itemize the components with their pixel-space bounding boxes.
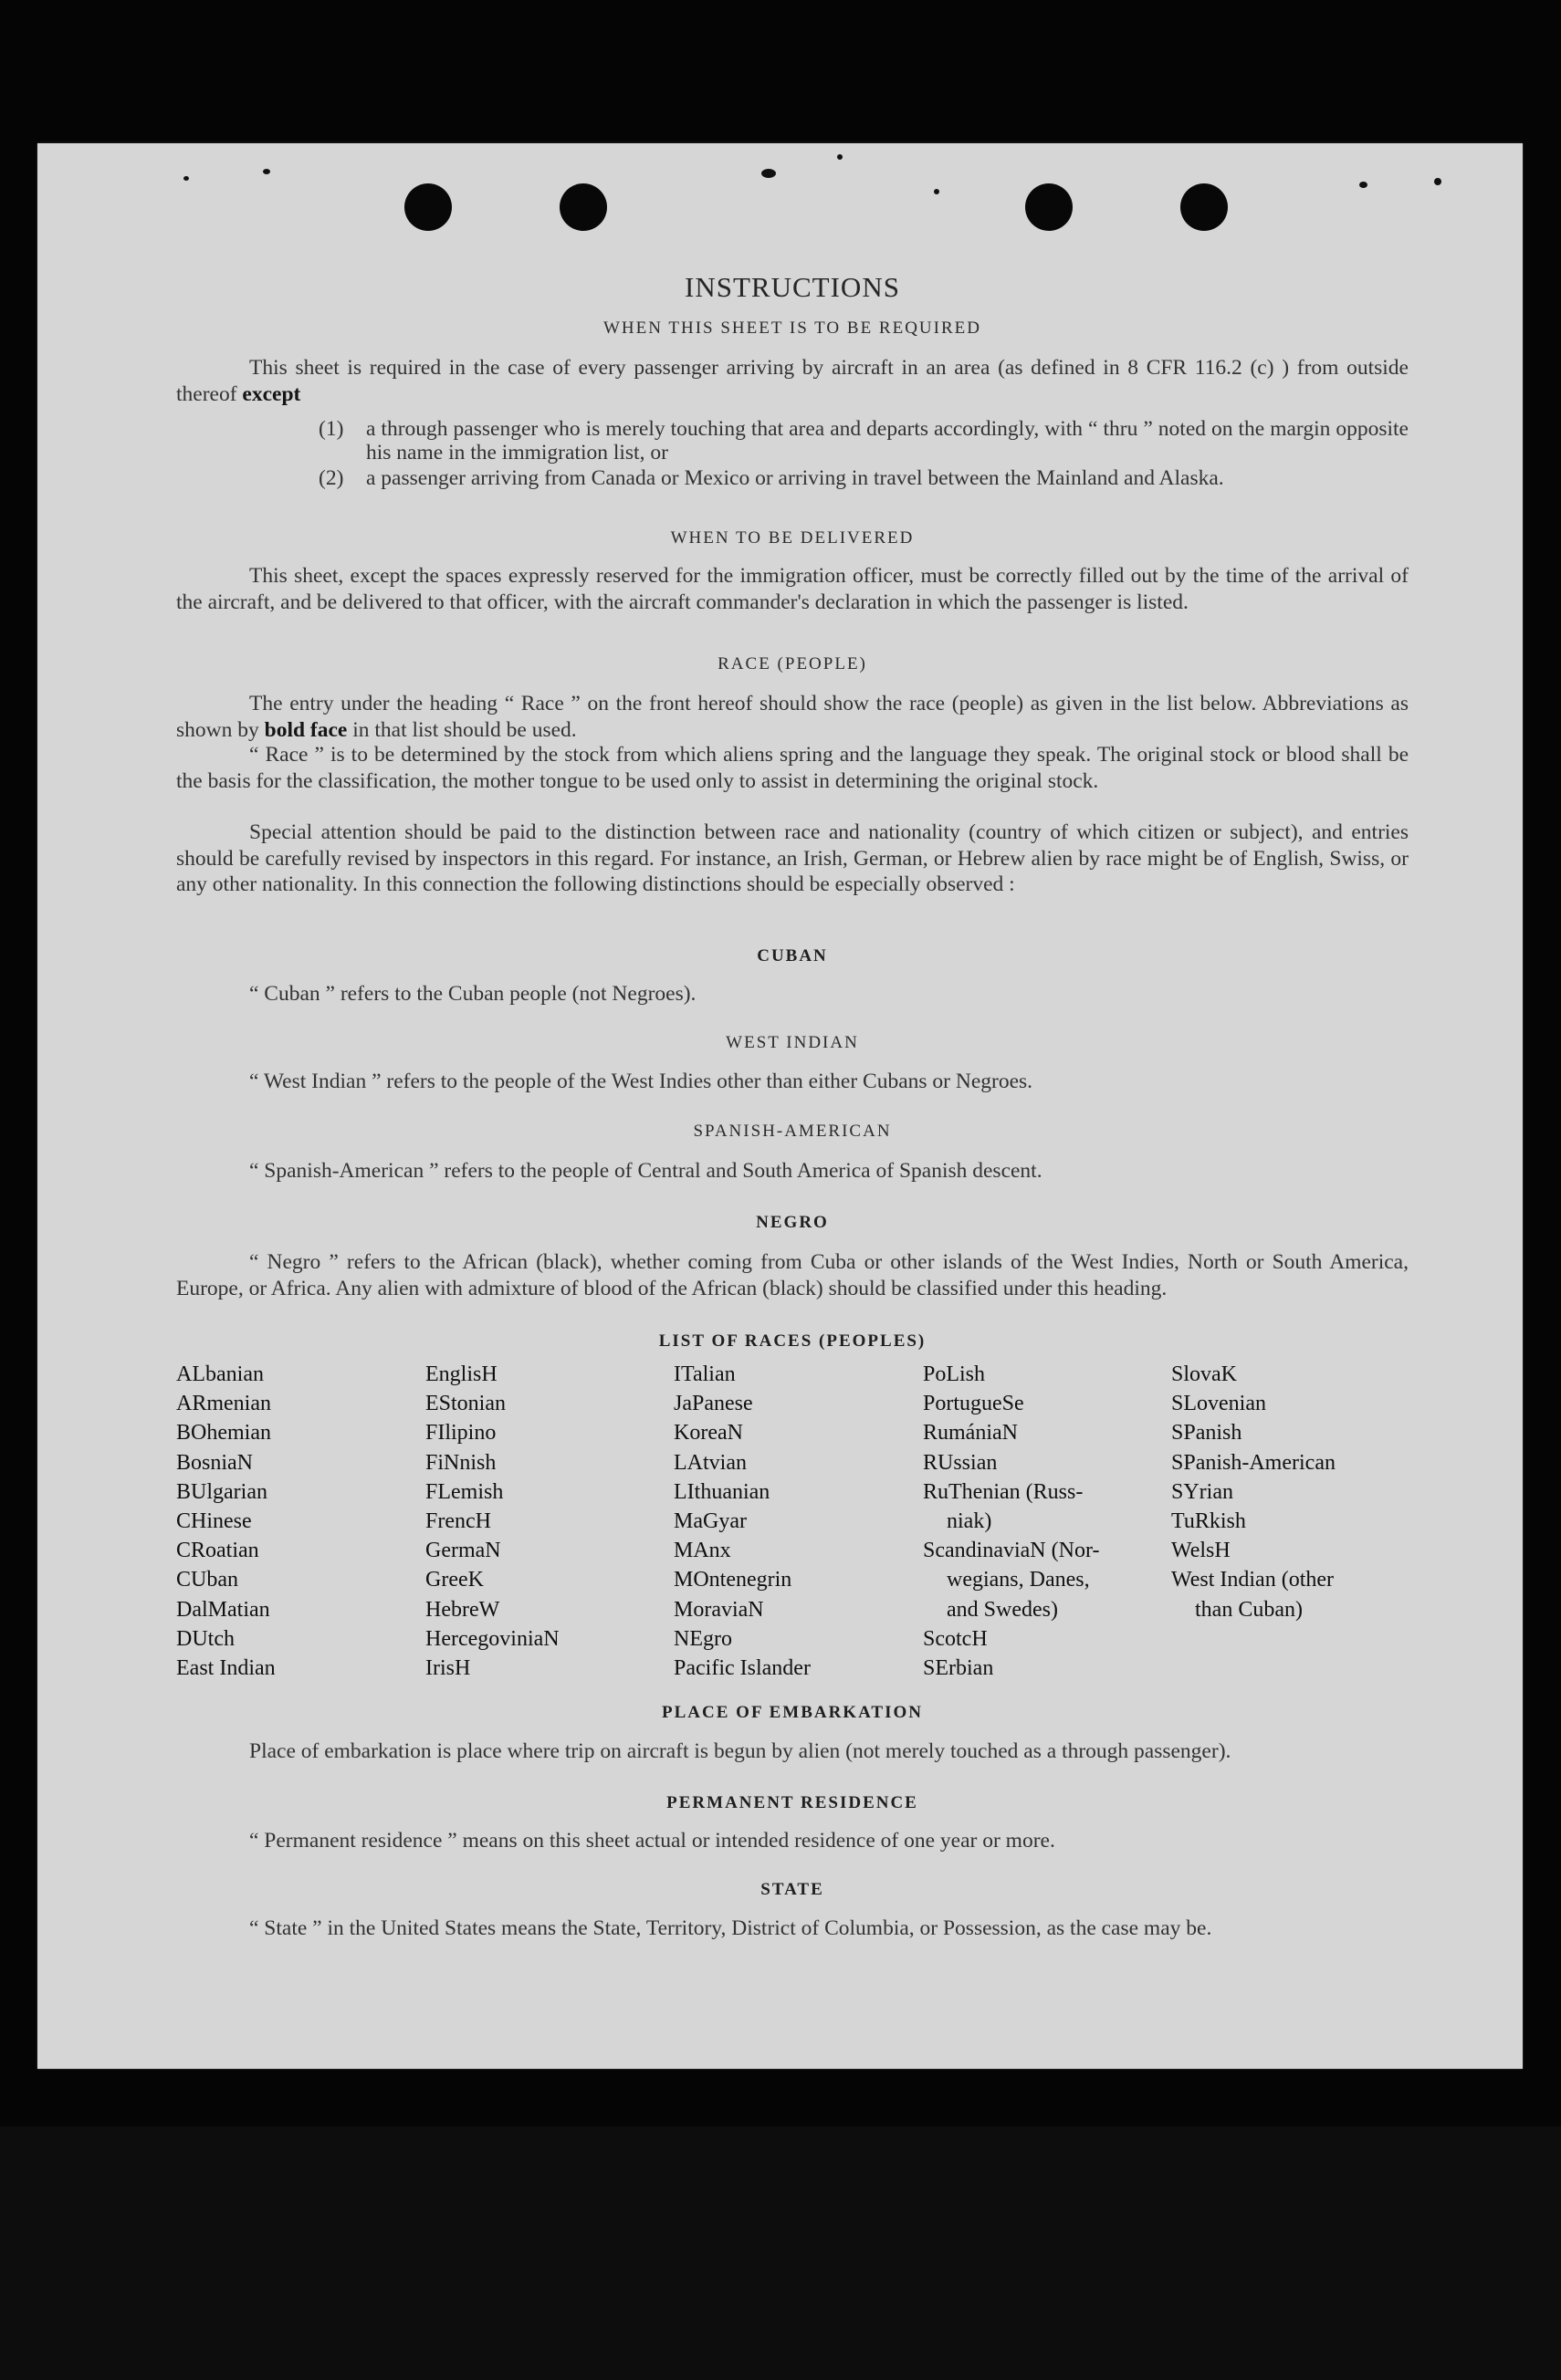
race-entry: MoraviaN: [674, 1597, 764, 1622]
paragraph-spanish-american: “ Spanish-American ” refers to the people of Central and South America of Spanish descent.: [249, 1159, 1042, 1183]
race-entry: SErbian: [923, 1656, 994, 1681]
race-entry: CUban: [176, 1568, 238, 1592]
section-heading-place-of-embarkation: PLACE OF EMBARKATION: [662, 1703, 923, 1722]
race-entry: JaPanese: [674, 1392, 753, 1416]
race-entry: EnglisH: [425, 1362, 498, 1386]
race-entry: SYrian: [1171, 1479, 1233, 1504]
race-entry: PortugueSe: [923, 1392, 1024, 1416]
race-entry: LAtvian: [674, 1450, 747, 1475]
race-entry: KoreaN: [674, 1421, 743, 1446]
race-entry: FIlipino: [425, 1421, 497, 1446]
race-entry: WelsH: [1171, 1539, 1231, 1563]
race-entry: East Indian: [176, 1656, 276, 1681]
section-heading-when-delivered: WHEN TO BE DELIVERED: [670, 528, 915, 548]
section-heading-state: STATE: [760, 1880, 824, 1899]
section-heading-west-indian: WEST INDIAN: [726, 1033, 859, 1052]
punch-hole-4: [1180, 183, 1228, 231]
race-entry: FiNnish: [425, 1450, 497, 1475]
paragraph-negro: “ Negro ” refers to the African (black), whether coming from Cuba or other islands of the West Indies, North or South America, Europe, or Africa. Any alien with admixture of blood of the African (black) should be classified under this heading.: [176, 1250, 1409, 1300]
race-entry: than Cuban): [1195, 1597, 1303, 1622]
race-entry: CHinese: [176, 1509, 252, 1534]
paragraph-race-2: “ Race ” is to be determined by the stock from which aliens spring and the language they speak. The original stock or blood shall be the basis for the classification, the mother tongue to be used only to assist in determining the original stock.: [176, 743, 1409, 793]
race-entry: SPanish-American: [1171, 1450, 1336, 1475]
section-heading-negro: NEGRO: [756, 1213, 829, 1232]
paragraph-state: “ State ” in the United States means the State, Territory, District of Columbia, or Possession, as the case may be.: [249, 1916, 1212, 1940]
race-entry: ScandinaviaN (Nor-: [923, 1539, 1100, 1563]
paragraph-when-required: This sheet is required in the case of every passenger arriving by aircraft in an area (as defined in 8 CFR 116.2 (c) ) from outside thereof except: [176, 356, 1409, 406]
race-column-4: [923, 1360, 1169, 1683]
race-entry: TuRkish: [1171, 1509, 1246, 1534]
race-entry: EStonian: [425, 1392, 506, 1416]
punch-hole-2: [560, 183, 607, 231]
race-entry: MOntenegrin: [674, 1568, 792, 1592]
race-entry: MaGyar: [674, 1509, 747, 1534]
race-entry: DUtch: [176, 1626, 235, 1651]
paragraph-place-of-embarkation: Place of embarkation is place where trip on aircraft is begun by alien (not merely touched as a through passenger).: [249, 1739, 1231, 1763]
race-entry: LIthuanian: [674, 1479, 770, 1504]
section-heading-spanish-american: SPANISH-AMERICAN: [693, 1122, 892, 1141]
race-entry: FrencH: [425, 1509, 491, 1534]
section-heading-cuban: CUBAN: [757, 946, 828, 966]
document-page: INSTRUCTIONS WHEN THIS SHEET IS TO BE REQUIRED This sheet is required in the case of every passenger arriving by aircraft in an area (as defined in 8 CFR 116.2 (c) ) from outside thereof except (1) a through passenger who is merely touching that area and departs accordingly, with “ thru ” noted on the margin opposite his name in the immigration list, or (2) a passenger arriving from Canada or Mexico or arriving in travel between the Mainland and Alaska. WHEN TO BE DELIVERED This sheet, except the spaces expressly reserved for the immigration officer, must be correctly filled out by the time of the arrival of the aircraft, and be delivered to that officer, with the aircraft commander's declaration in which the passenger is listed. RACE (PEOPLE) The entry under the heading “ Race ” on the front hereof should show the race (people) as given in the list below. Abbreviations as shown by bold face in that list should be used. “ Race ” is to be determined by the stock from which aliens spring and the language they speak. The original stock or blood shall be the basis for the classification, the mother tongue to be used only to assist in determining the original stock. Special attention should be paid to the distinction between race and nationality (country of which citizen or subject), and entries should be carefully revised by inspectors in this regard. For instance, an Irish, German, or Hebrew alien by race might be of English, Swiss, or any other nationality. In this connection the following distinctions should be especially observed : CUBAN “ Cuban ” refers to the Cuban people (not Negroes). WEST INDIAN “ West Indian ” refers to the people of the West Indies other than either Cubans or Negroes. SPANISH-AMERICAN “ Spanish-American ” refers to the people of Central and South America of Spanish descent. NEGRO “ Negro ” refers to the African (black), whether coming from Cuba or other islands of the West Indies, North or South America, Europe, or Africa. Any alien with admixture of blood of the African (black) should be classified under this heading. LIST OF RACES (PEOPLES) ALbanian ARmenian BOhemian BosniaN BUlgarian CHinese CRoatian CUban DalMatian DUtch East Indian EnglisH EStonian FIlipino FiNnish FLemish FrencH GermaN GreeK HebreW HercegoviniaN IrisH ITalian JaPanese KoreaN LAtvian LIthuanian MaGyar MAnx MOntenegrin MoraviaN NEgro Pacific Islander PoLish PortugueSe RumániaN RUssian RuThenian (Russ- niak) ScandinaviaN (Nor- wegians, Danes, and Swedes) ScotcH SErbian SlovaK SLovenian SPanish SPanish-American SYrian TuRkish WelsH West Indian (other than Cuban) PLACE OF EMBARKATION Place of embarkation is place where trip on aircraft is begun by alien (not merely touched as a through passenger). PERMANENT RESIDENCE “ Permanent residence ” means on this sheet actual or intended residence of one year or more. STATE “ State ” in the United States means the State, Territory, District of Columbia, or Possession, as the case may be.: [37, 143, 1523, 2069]
race-entry: ITalian: [674, 1362, 736, 1386]
race-column-5: [1171, 1360, 1418, 1624]
paragraph-west-indian: “ West Indian ” refers to the people of the West Indies other than either Cubans or Negroes.: [249, 1070, 1033, 1093]
paragraph-cuban: “ Cuban ” refers to the Cuban people (not Negroes).: [249, 982, 697, 1006]
race-entry: CRoatian: [176, 1539, 259, 1563]
race-entry: ScotcH: [923, 1626, 988, 1651]
race-entry: BUlgarian: [176, 1479, 267, 1504]
race-entry: FLemish: [425, 1479, 504, 1504]
paragraph-permanent-residence: “ Permanent residence ” means on this sheet actual or intended residence of one year or more.: [249, 1829, 1055, 1853]
race-entry: RumániaN: [923, 1421, 1018, 1446]
race-entry: BosniaN: [176, 1450, 253, 1475]
race-entry: IrisH: [425, 1656, 471, 1681]
race-column-2: [425, 1360, 672, 1683]
paragraph-race-3: Special attention should be paid to the distinction between race and nationality (country of which citizen or subject), and entries should be carefully revised by inspectors in this regard. For instance, an Irish, German, or Hebrew alien by race might be of English, Swiss, or any other nationality. In this connection the following distinctions should be especially observed :: [176, 820, 1409, 896]
race-entry: ARmenian: [176, 1392, 271, 1416]
punch-hole-1: [404, 183, 452, 231]
race-column-1: [176, 1360, 423, 1683]
race-entry: HebreW: [425, 1597, 500, 1622]
race-entry: GermaN: [425, 1539, 501, 1563]
race-entry: RUssian: [923, 1450, 998, 1475]
race-entry: and Swedes): [947, 1597, 1058, 1622]
race-entry: SlovaK: [1171, 1362, 1237, 1386]
race-column-3: [674, 1360, 920, 1683]
paragraph-race-1: The entry under the heading “ Race ” on the front hereof should show the race (people) as given in the list below. Abbreviations as shown by bold face in that list should be used.: [176, 692, 1409, 742]
race-entry: DalMatian: [176, 1597, 270, 1622]
race-entry: ALbanian: [176, 1362, 264, 1386]
race-entry: BOhemian: [176, 1421, 271, 1446]
race-entry: NEgro: [674, 1626, 732, 1651]
race-entry: West Indian (other: [1171, 1568, 1335, 1592]
punch-hole-3: [1025, 183, 1073, 231]
section-heading-permanent-residence: PERMANENT RESIDENCE: [666, 1793, 918, 1812]
race-entry: niak): [947, 1509, 992, 1534]
race-entry: wegians, Danes,: [947, 1568, 1090, 1592]
race-entry: SPanish: [1171, 1421, 1242, 1446]
section-heading-when-required: WHEN THIS SHEET IS TO BE REQUIRED: [603, 318, 981, 338]
race-entry: SLovenian: [1171, 1392, 1266, 1416]
race-entry: HercegoviniaN: [425, 1626, 560, 1651]
race-entry: RuThenian (Russ-: [923, 1479, 1084, 1504]
section-heading-race: RACE (PEOPLE): [718, 654, 867, 673]
race-entry: Pacific Islander: [674, 1656, 811, 1681]
race-entry: GreeK: [425, 1568, 484, 1592]
race-entry: PoLish: [923, 1362, 986, 1386]
page-title: INSTRUCTIONS: [685, 271, 900, 303]
paragraph-when-delivered: This sheet, except the spaces expressly reserved for the immigration officer, must be correctly filled out by the time of the arrival of the aircraft, and be delivered to that officer, with the aircraft commander's declaration in which the passenger is listed.: [176, 564, 1409, 614]
section-heading-list-of-races: LIST OF RACES (PEOPLES): [658, 1331, 927, 1351]
scan-background: [0, 2126, 1561, 2380]
race-entry: MAnx: [674, 1539, 731, 1563]
